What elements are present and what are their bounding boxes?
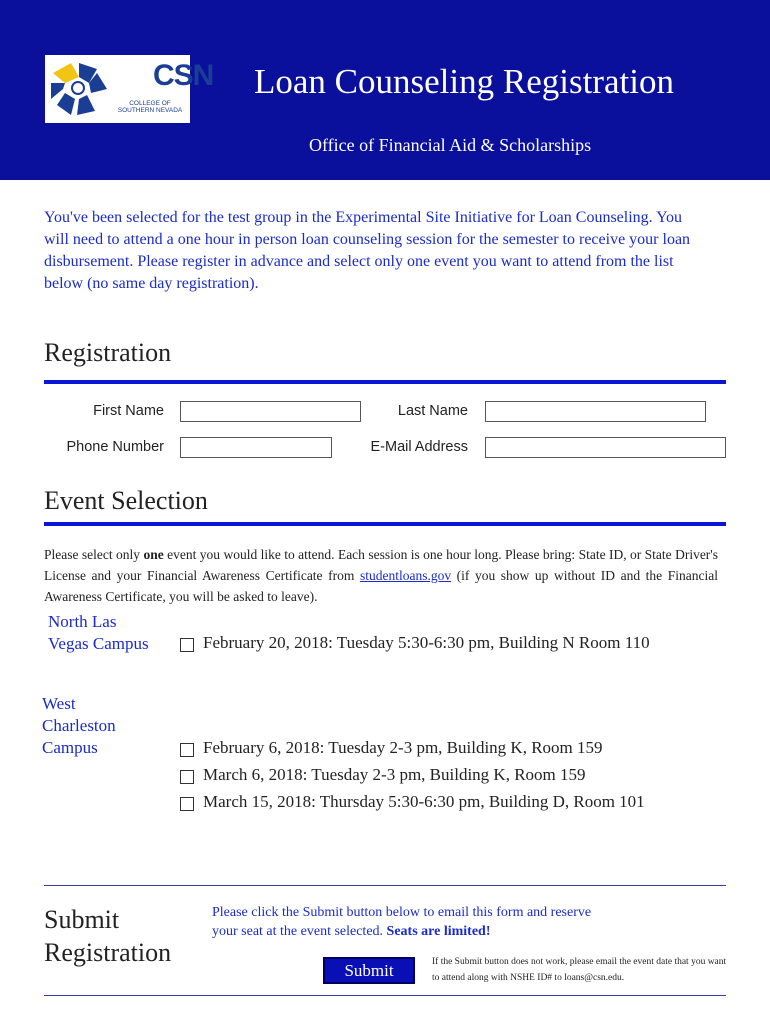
event-checkbox-nlv-feb20[interactable] bbox=[180, 638, 194, 652]
last-name-input[interactable] bbox=[485, 401, 706, 422]
event-selection-divider bbox=[44, 522, 726, 526]
event-checkbox-wc-mar15[interactable] bbox=[180, 797, 194, 811]
submit-fallback-note: If the Submit button does not work, please email the event date that you want to attend along with NSHE ID# to loans@csn.edu. bbox=[432, 957, 727, 983]
event-instructions: Please select only one event you would like to attend. Each session is one hour long. Please bring: State ID, or State Driver's License and your Financial Awareness Certificate from studentloans.gov (if you show up without ID and the Financial Awareness Certificate, you will be asked to leave). bbox=[44, 547, 718, 604]
csn-logo bbox=[45, 55, 214, 123]
page-title: Loan Counseling Registration bbox=[254, 62, 674, 101]
event-checkbox-wc-mar6[interactable] bbox=[180, 770, 194, 784]
event-label-wc-mar6: March 6, 2018: Tuesday 2-3 pm, Building K, Room 159 bbox=[203, 765, 586, 784]
first-name-input[interactable] bbox=[180, 401, 361, 422]
campus-north-las-vegas: North Las Vegas Campus bbox=[48, 612, 149, 653]
submit-heading: Submit Registration bbox=[44, 905, 172, 967]
event-checkbox-wc-feb6[interactable] bbox=[180, 743, 194, 757]
campus-west-charleston: West Charleston Campus bbox=[42, 694, 116, 757]
email-label: E-Mail Address bbox=[370, 439, 468, 455]
logo-subtext: COLLEGE OF SOUTHERN NEVADA bbox=[117, 100, 183, 114]
emphasis-one: one bbox=[143, 547, 164, 562]
studentloans-link[interactable]: studentloans.gov bbox=[359, 568, 452, 583]
phone-label: Phone Number bbox=[66, 439, 164, 455]
event-selection-heading: Event Selection bbox=[44, 486, 208, 515]
registration-divider bbox=[44, 380, 726, 384]
submit-divider-top bbox=[44, 885, 726, 886]
event-label-nlv-feb20: February 20, 2018: Tuesday 5:30-6:30 pm, Building N Room 110 bbox=[203, 633, 650, 652]
first-name-label: First Name bbox=[93, 403, 164, 419]
seats-limited-note: Seats are limited! bbox=[386, 924, 491, 939]
email-input[interactable] bbox=[485, 437, 726, 458]
intro-text: You've been selected for the test group in the Experimental Site Initiative for Loan Counseling. You will need to attend a one hour in person loan counseling session for the semester to receive your loan disbursement. Please register in advance and select only one event you want to attend from the list below (no same day registration). bbox=[44, 209, 691, 292]
phone-input[interactable] bbox=[180, 437, 332, 458]
submit-divider-bottom bbox=[44, 995, 726, 996]
event-label-wc-feb6: February 6, 2018: Tuesday 2-3 pm, Building K, Room 159 bbox=[203, 738, 603, 757]
page-subtitle: Office of Financial Aid & Scholarships bbox=[309, 135, 592, 155]
submit-button[interactable]: Submit bbox=[323, 957, 415, 984]
event-label-wc-mar15: March 15, 2018: Thursday 5:30-6:30 pm, Building D, Room 101 bbox=[203, 792, 645, 811]
last-name-label: Last Name bbox=[397, 403, 468, 419]
logo-wordmark: CSN bbox=[153, 59, 214, 92]
csn-star-icon bbox=[49, 59, 111, 119]
page-header bbox=[0, 0, 770, 180]
registration-heading: Registration bbox=[44, 338, 172, 367]
submit-instructions: Please click the Submit button below to email this form and reserve your seat at the event selected. Seats are limited! bbox=[212, 905, 592, 939]
